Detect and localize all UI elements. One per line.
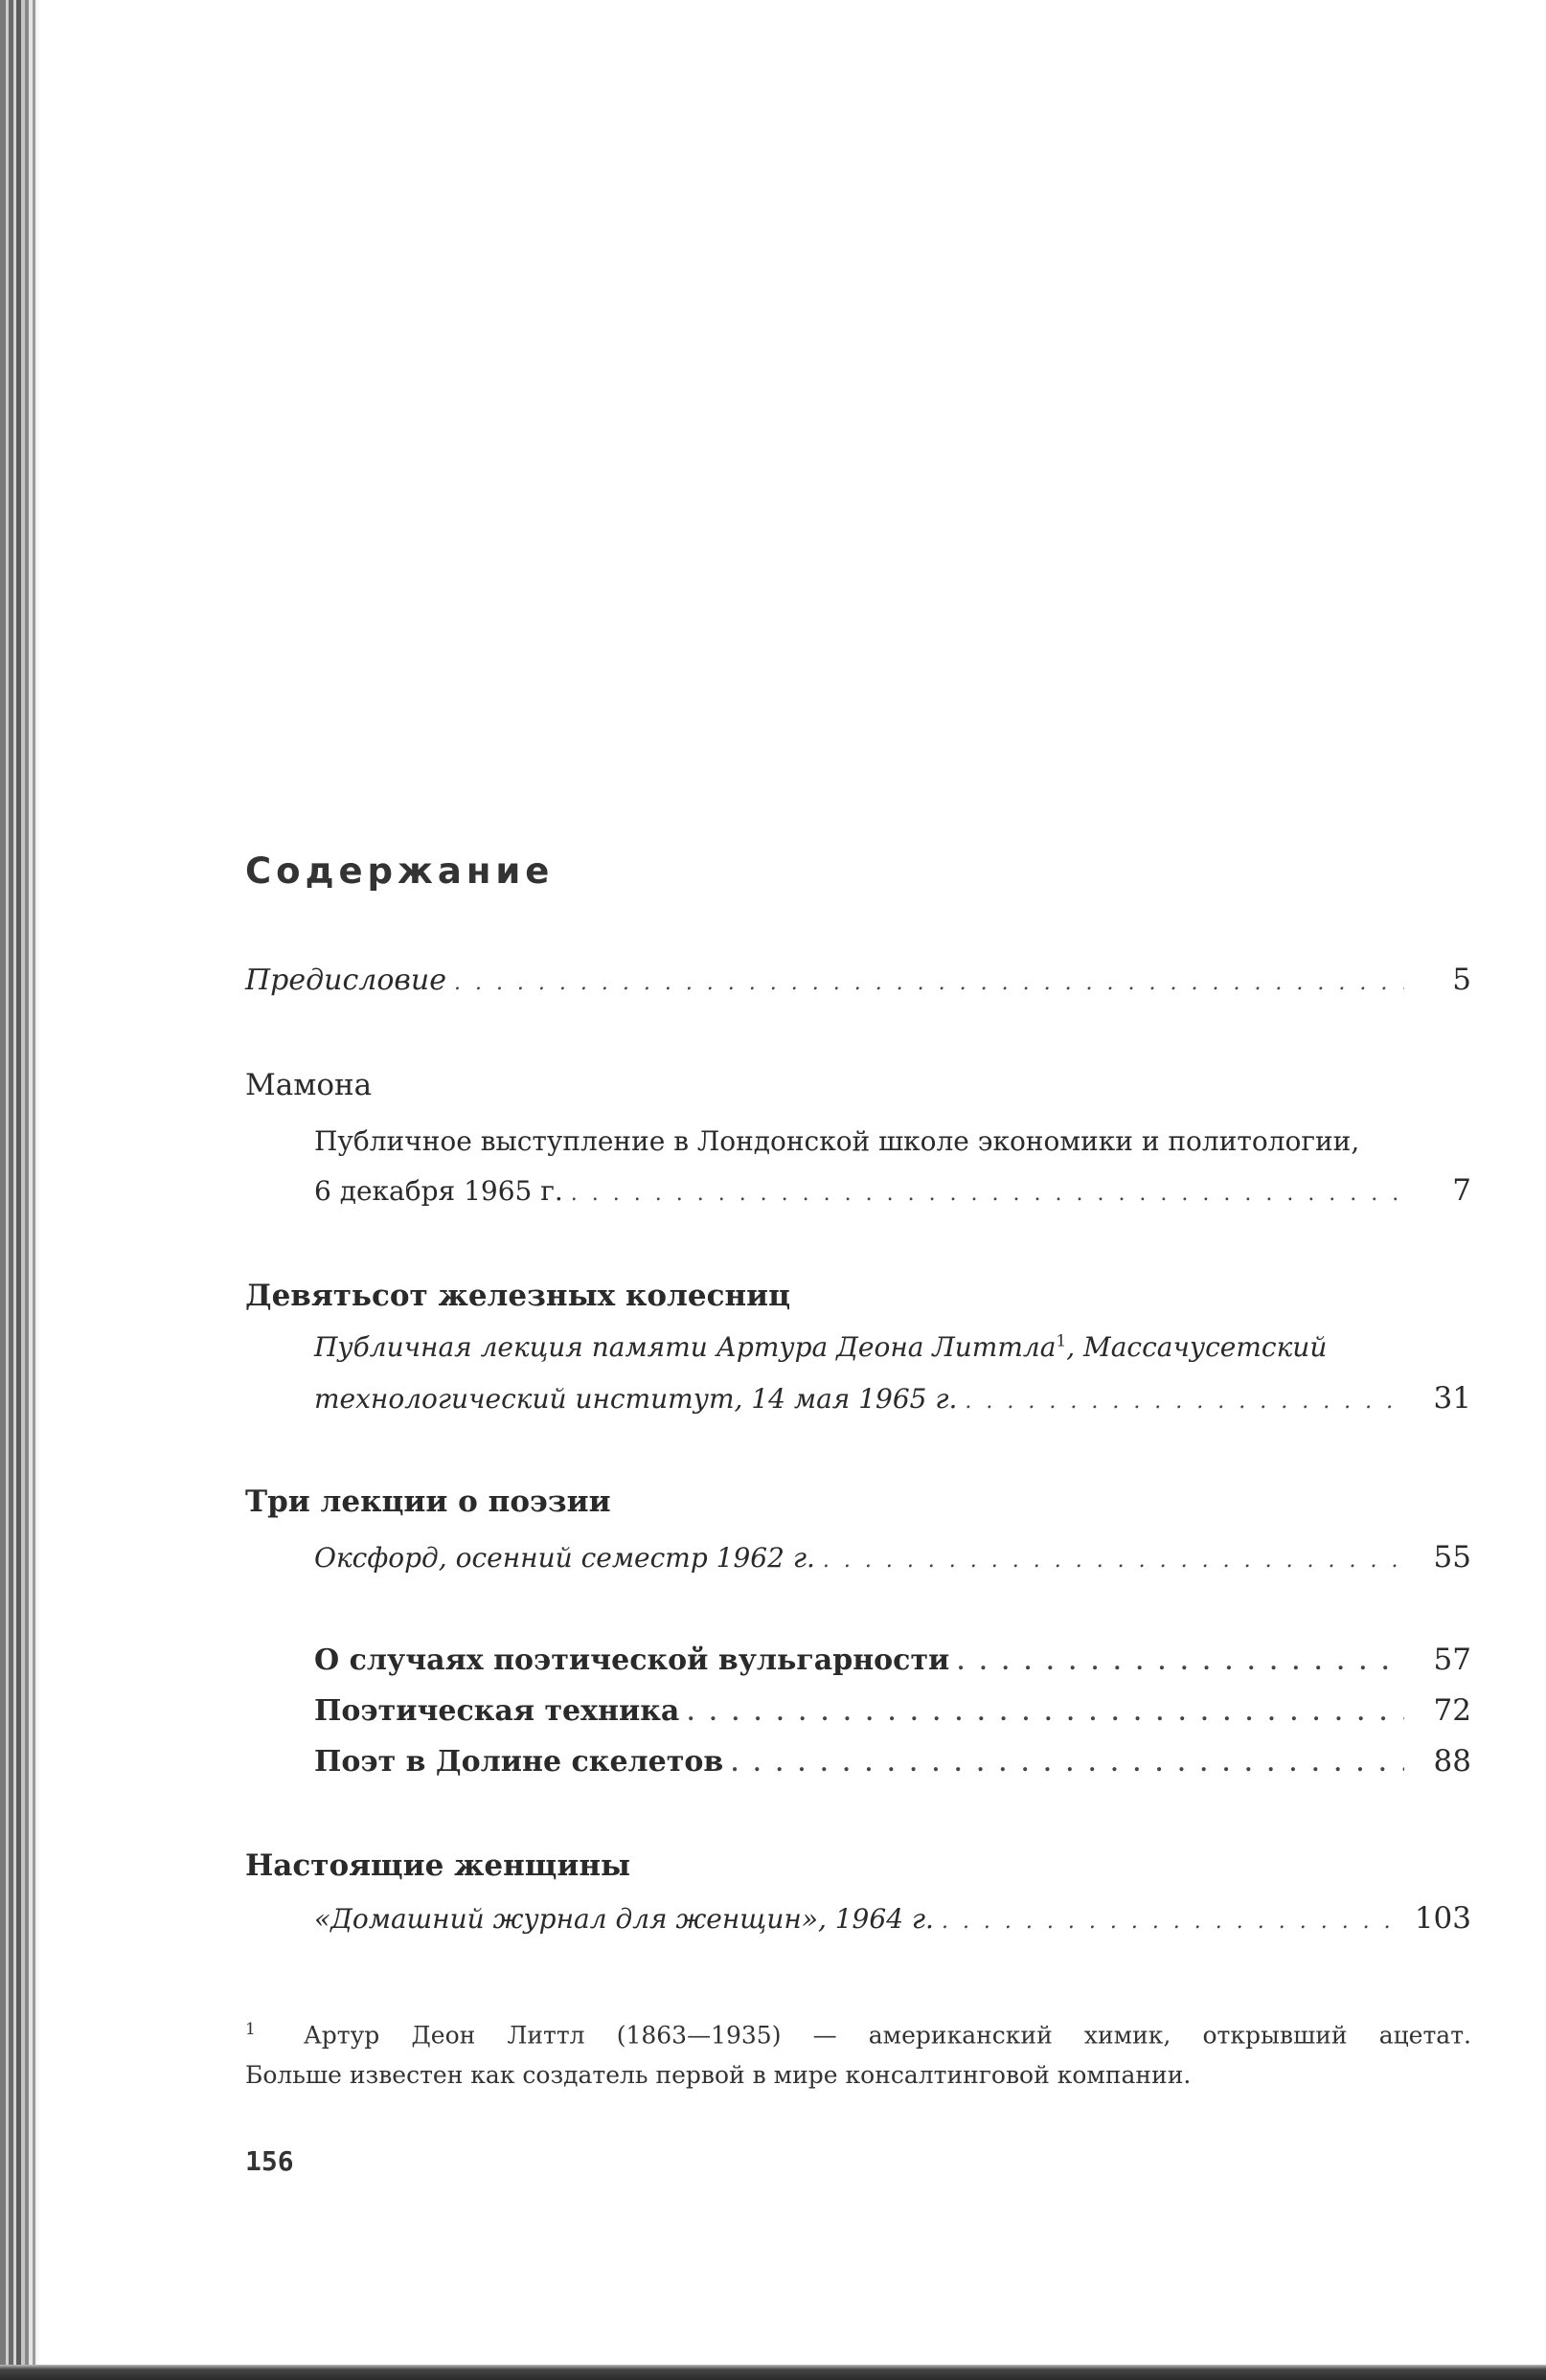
toc-entry-page: 57 [1433, 1643, 1471, 1677]
toc-entry-page: 7 [1452, 1173, 1471, 1208]
toc-entry-page: 31 [1433, 1381, 1471, 1416]
footnote-text: Артур Деон Литтл (1863—1935) — американский химик, открывший ацетат. [303, 2021, 1471, 2050]
toc-entry-page: 72 [1433, 1693, 1471, 1728]
page-number: 156 [245, 2145, 294, 2177]
toc-entry-mamona [314, 1173, 1471, 1208]
page-bottom-edge [0, 2365, 1546, 2380]
section-subtitle-line: Публичное выступление в Лондонской школе экономики и политологии, [314, 1125, 1360, 1157]
toc-entry-women [314, 1901, 1471, 1936]
toc-entry-page: 55 [1433, 1540, 1471, 1575]
toc-subentry-technique [314, 1693, 1471, 1728]
leader-dots [965, 1390, 1404, 1414]
leader-dots [942, 1910, 1404, 1934]
section-title-poetry: Три лекции о поэзии [245, 1485, 611, 1519]
toc-entry-label: Поэтическая техника [314, 1694, 680, 1728]
section-subtitle-line: технологический институт, 14 мая 1965 г. [314, 1383, 958, 1415]
toc-entry-label: Предисловие [245, 963, 446, 997]
footnote-ref: 1 [1056, 1331, 1067, 1351]
toc-entry-page: 5 [1452, 963, 1471, 997]
toc-entry-poetry [314, 1540, 1471, 1575]
leader-dots [454, 971, 1404, 995]
footnote-mark: 1 [245, 2020, 256, 2039]
toc-heading: Содержание [245, 850, 555, 892]
footnote [245, 2009, 1471, 2096]
section-title-mamona: Мамона [245, 1068, 373, 1102]
toc-entry-page: 103 [1414, 1901, 1471, 1936]
section-subtitle-line [314, 1331, 1327, 1363]
section-subtitle-line: «Домашний журнал для женщин», 1964 г. [314, 1903, 934, 1935]
footnote-line-1 [245, 2009, 1471, 2055]
section-title-chariots: Девятьсот железных колесниц [245, 1279, 791, 1313]
section-title-women: Настоящие женщины [245, 1848, 631, 1883]
leader-dots [957, 1650, 1404, 1675]
subtitle-text: Публичная лекция памяти Артура Деона Литтла [314, 1331, 1057, 1363]
leader-dots [571, 1182, 1404, 1206]
toc-entry-chariots [314, 1381, 1471, 1416]
footnote-line-2: Больше известен как создатель первой в мире консалтинговой компании. [245, 2061, 1192, 2090]
toc-entry-page: 88 [1433, 1744, 1471, 1779]
toc-entry-label: О случаях поэтической вульгарности [314, 1643, 950, 1677]
toc-entry-label: Поэт в Долине скелетов [314, 1745, 724, 1779]
toc-entry-preface [245, 963, 1471, 997]
section-subtitle-line: 6 декабря 1965 г. [314, 1175, 563, 1207]
leader-dots [731, 1752, 1404, 1777]
subtitle-text: , Массачусетский [1066, 1331, 1328, 1363]
toc-subentry-vulgarity [314, 1643, 1471, 1677]
leader-dots [823, 1549, 1404, 1573]
book-spine-edge [0, 0, 40, 2380]
leader-dots [687, 1701, 1404, 1726]
section-subtitle-line: Оксфорд, осенний семестр 1962 г. [314, 1542, 815, 1574]
toc-subentry-skeletons [314, 1744, 1471, 1779]
